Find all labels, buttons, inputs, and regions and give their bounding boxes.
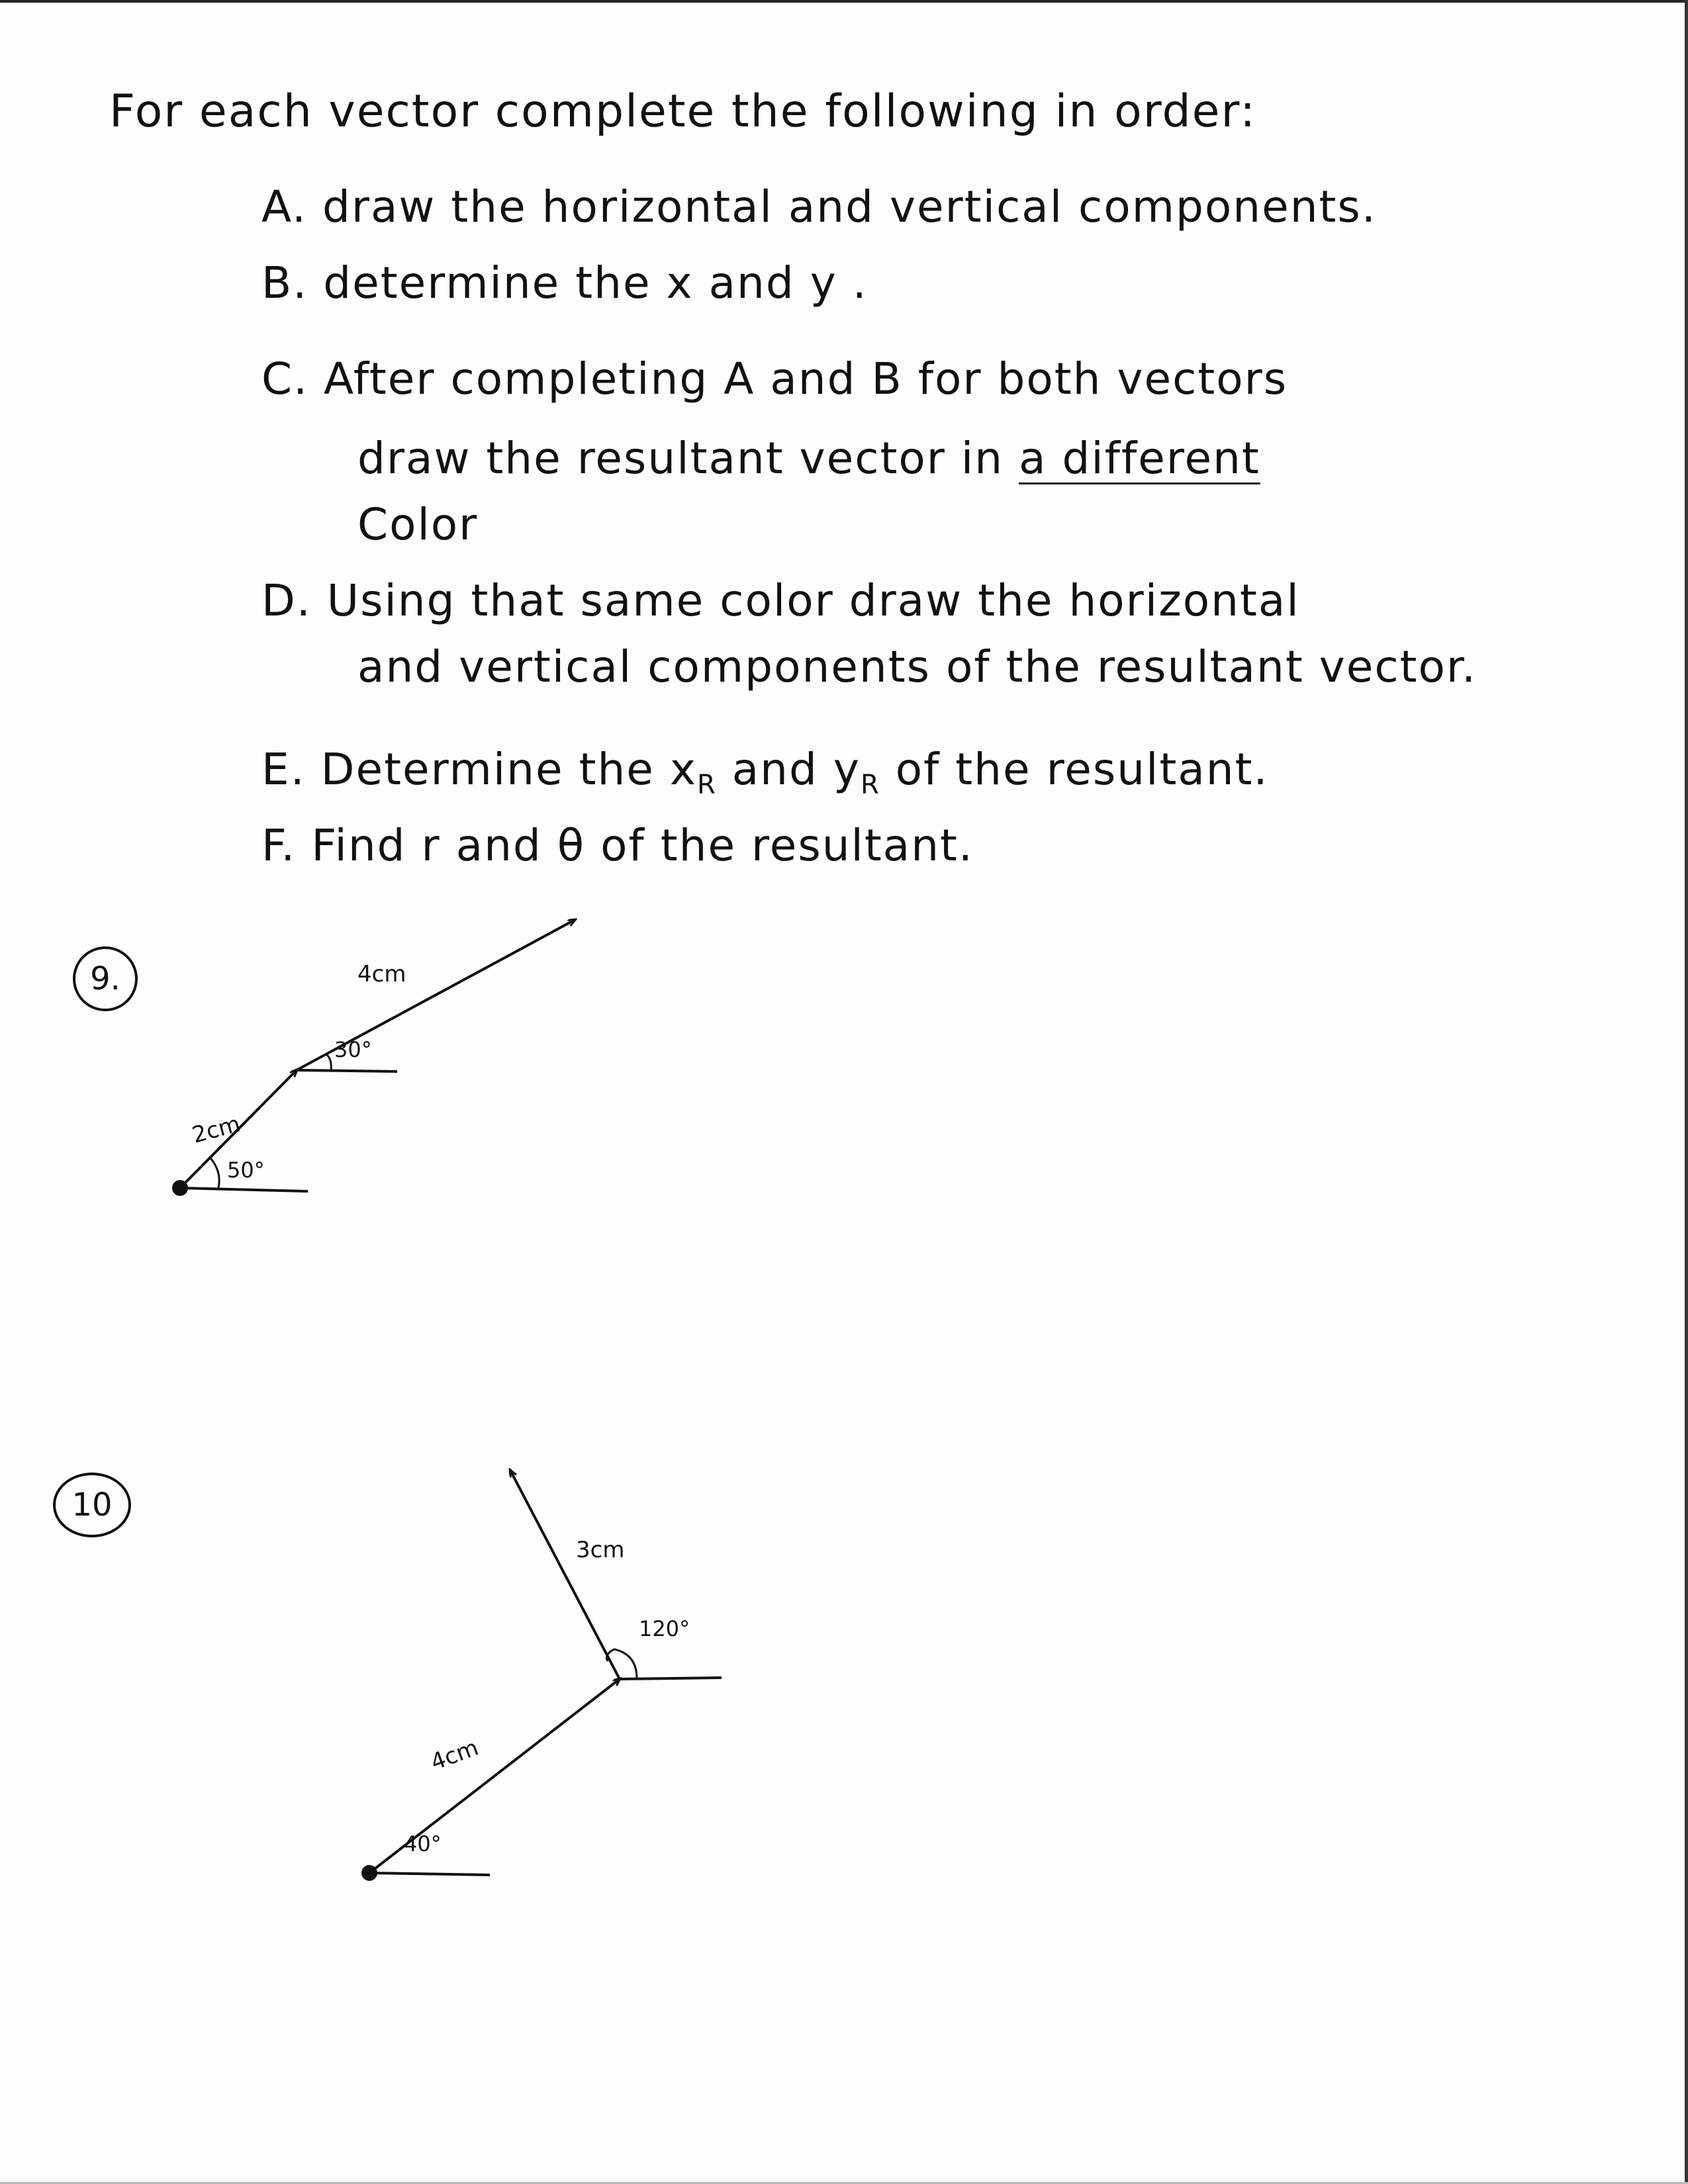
- problem-10-vector-1-length: 4cm: [427, 1734, 483, 1776]
- step-e-pre: E. Determine the x: [261, 744, 697, 795]
- problem-10-vector-2: [510, 1471, 620, 1679]
- problem-10-number: 10: [53, 1473, 131, 1537]
- problem-10-reference-line-1: [369, 1873, 490, 1875]
- problem-9-vector-2-angle: 30°: [334, 1037, 372, 1062]
- problem-10-diagram: [361, 1471, 722, 1881]
- problem-10-vector-1-angle: 40°: [404, 1831, 442, 1856]
- problem-9-reference-line-1: [180, 1188, 308, 1191]
- problem-9-vector-2-length: 4cm: [357, 961, 406, 987]
- problem-9-vector-1-length: 2cm: [189, 1111, 244, 1149]
- problem-10-vector-2-length: 3cm: [576, 1537, 625, 1563]
- problem-10-reference-line-2: [620, 1678, 722, 1679]
- step-a: A. draw the horizontal and vertical components.: [261, 181, 1377, 232]
- step-c-line3: Color: [357, 499, 479, 550]
- step-e-sub-yr: R: [860, 770, 880, 800]
- step-f: F. Find r and θ of the resultant.: [261, 820, 974, 871]
- problem-9-angle-arc-1: [211, 1158, 219, 1188]
- step-c-underlined-text: a different: [1019, 433, 1260, 484]
- problem-9-reference-line-2: [297, 1070, 397, 1071]
- step-e-post: of the resultant.: [880, 744, 1269, 795]
- problem-10-vector-2-angle: 120°: [639, 1616, 690, 1641]
- step-b: B. determine the x and y .: [261, 257, 868, 308]
- step-d-line2: and vertical components of the resultant vector.: [357, 641, 1477, 692]
- problem-9-angle-arc-2: [326, 1054, 331, 1071]
- step-d-line1: D. Using that same color draw the horizontal: [261, 575, 1300, 626]
- problem-9-number: 9.: [73, 946, 138, 1011]
- problem-9-vector-1-angle: 50°: [227, 1158, 265, 1183]
- step-c-line2-text: draw the resultant vector in: [357, 433, 1019, 484]
- instructions-heading: For each vector complete the following in order:: [109, 85, 1257, 138]
- step-c-line1: C. After completing A and B for both vectors: [261, 353, 1288, 404]
- step-e-sub-xr: R: [696, 770, 717, 800]
- step-e-mid: and y: [716, 744, 861, 795]
